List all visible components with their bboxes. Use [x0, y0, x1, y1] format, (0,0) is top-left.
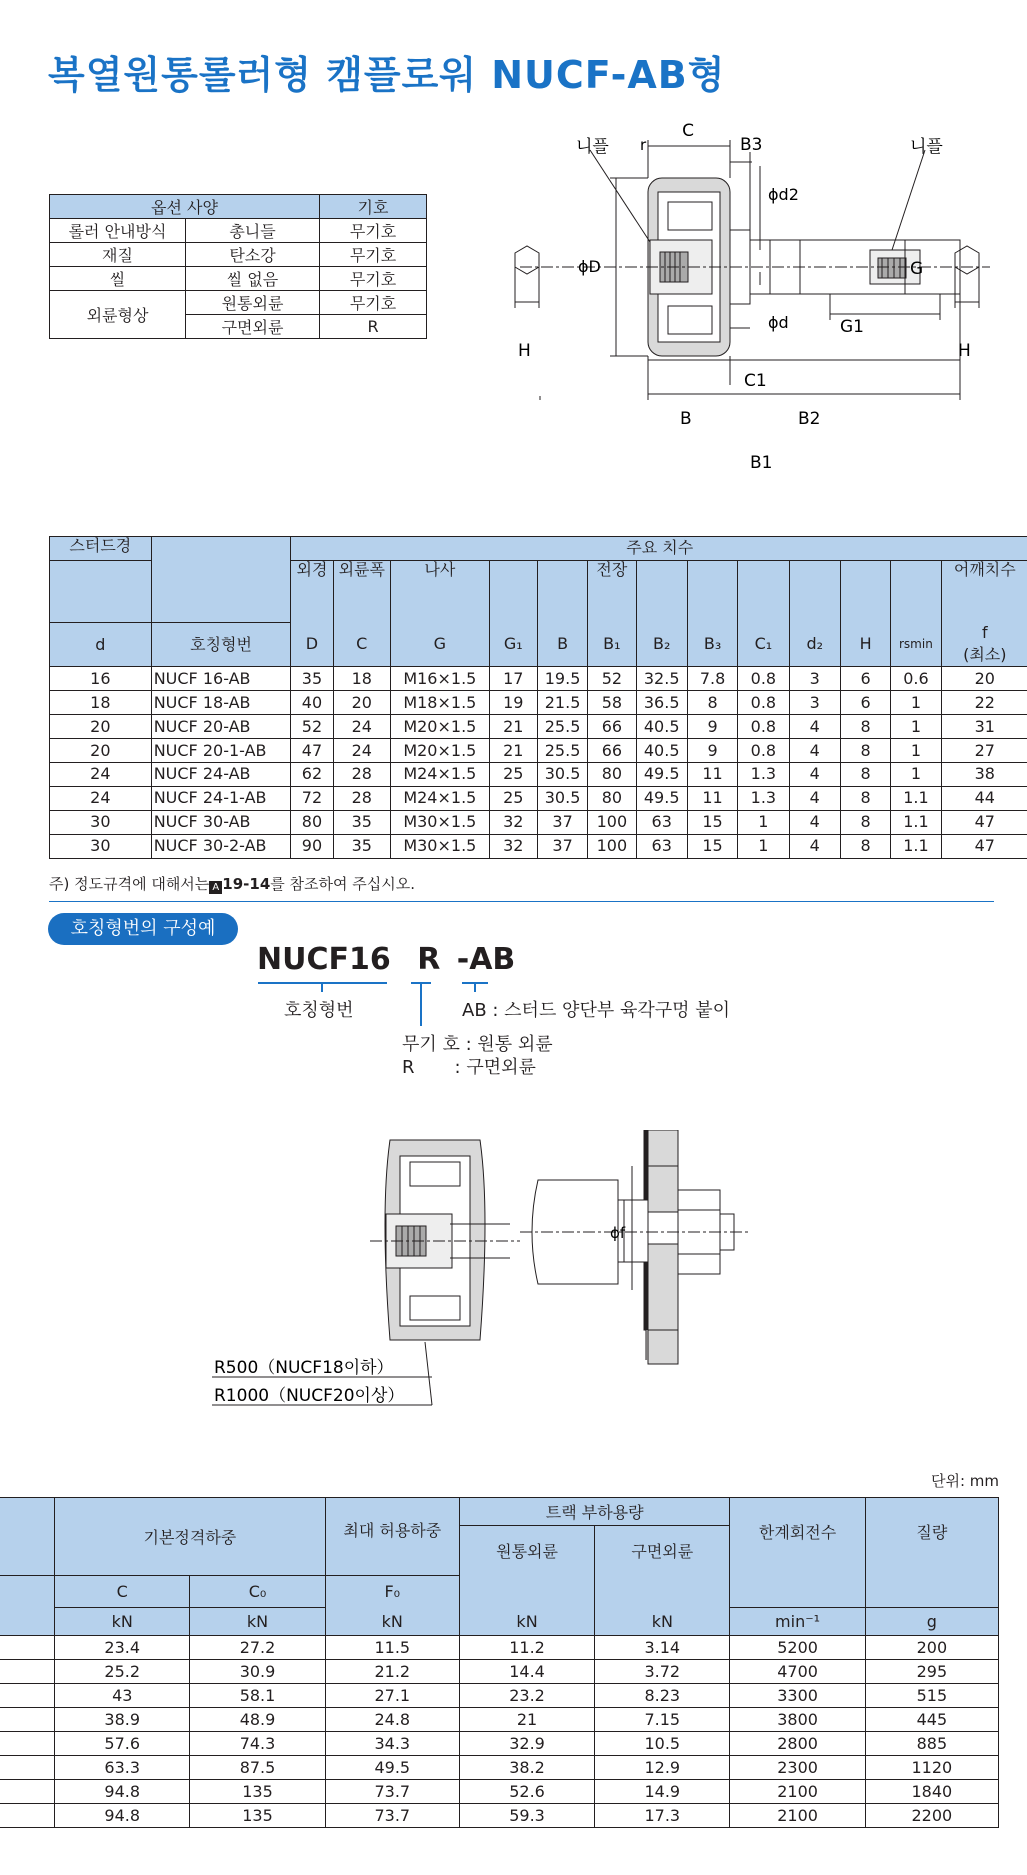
table-cell: 8	[840, 739, 890, 763]
table-cell: 63	[636, 810, 687, 834]
table-cell: 25.5	[537, 715, 587, 739]
table-cell: 2300	[730, 1756, 865, 1780]
table-row	[50, 715, 1027, 739]
table-cell: 18	[333, 667, 391, 691]
table-cell: 1	[891, 715, 941, 739]
unit-kN: kN	[595, 1608, 730, 1636]
table-cell: 21.2	[325, 1660, 459, 1684]
option-name: 재질	[50, 243, 186, 267]
precision-note: 주) 정도규격에 대해서는 A 19-14를 참조하여 주십시오.	[49, 875, 415, 893]
dim-B: B	[680, 409, 692, 429]
page-title: 복열원통롤러형 캠플로워 NUCF-AB형	[48, 53, 726, 97]
table-cell	[0, 1660, 55, 1684]
table-cell: 30.9	[190, 1660, 325, 1684]
table-cell: 87.5	[190, 1756, 325, 1780]
table-cell: 1	[891, 691, 941, 715]
sym-f: f (최소)	[941, 622, 1027, 667]
table-cell: 25	[489, 786, 537, 810]
table-cell: 19.5	[537, 667, 587, 691]
table-cell: 40.5	[636, 739, 687, 763]
table-cell: 20	[50, 715, 152, 739]
table-cell: 24	[333, 715, 391, 739]
table-cell: 100	[588, 810, 636, 834]
table-cell: 49.5	[325, 1756, 459, 1780]
table-cell: 24	[333, 739, 391, 763]
table-row	[0, 1732, 999, 1756]
table-cell: 48.9	[190, 1708, 325, 1732]
table-cell: NUCF 30-AB	[151, 810, 291, 834]
table-row	[0, 1804, 999, 1828]
table-cell: 28	[333, 786, 391, 810]
table-cell: M24×1.5	[391, 762, 490, 786]
table-cell: 30.5	[537, 786, 587, 810]
table-cell: 7.15	[595, 1708, 730, 1732]
outer-ring-shape-drawing	[200, 1130, 860, 1410]
table-cell: 2800	[730, 1732, 865, 1756]
table-cell: 515	[865, 1684, 998, 1708]
label-none: 무기 호 : 원통 외륜	[402, 1034, 553, 1055]
table-cell: 47	[941, 834, 1027, 858]
table-cell: 10.5	[595, 1732, 730, 1756]
sym-G1: G₁	[489, 622, 537, 667]
table-cell: 66	[588, 739, 636, 763]
table-cell: 52	[588, 667, 636, 691]
table-cell: 63.3	[55, 1756, 190, 1780]
table-cell: 0.8	[738, 739, 789, 763]
header-track-capacity: 트랙 부하용량	[459, 1498, 730, 1526]
table-cell: 135	[190, 1780, 325, 1804]
table-row	[0, 1636, 999, 1660]
table-cell: 20	[941, 667, 1027, 691]
table-cell: 11.5	[325, 1636, 459, 1660]
table-cell: 2200	[865, 1804, 998, 1828]
table-cell: 18	[50, 691, 152, 715]
table-cell: 2100	[730, 1780, 865, 1804]
table-cell: 62	[291, 762, 333, 786]
table-cell: 4	[789, 715, 840, 739]
table-cell: 30	[50, 810, 152, 834]
sym-B1: B₁	[588, 622, 636, 667]
table-row	[50, 691, 1027, 715]
table-cell: 21	[489, 739, 537, 763]
table-cell: 66	[588, 715, 636, 739]
table-cell: 30	[50, 834, 152, 858]
header-speed-limit: 한계회전수	[730, 1498, 865, 1608]
table-row	[50, 762, 1027, 786]
table-cell: 4	[789, 762, 840, 786]
table-cell: 9	[687, 739, 737, 763]
table-cell: 11	[687, 762, 737, 786]
header-mass: 질량	[865, 1498, 998, 1608]
table-cell: 8	[840, 715, 890, 739]
table-cell: 4	[789, 810, 840, 834]
table-cell: 3.72	[595, 1660, 730, 1684]
table-cell: 3300	[730, 1684, 865, 1708]
table-cell: 57.6	[55, 1732, 190, 1756]
dim-d2: ϕd2	[768, 185, 799, 204]
table-cell: 80	[588, 786, 636, 810]
dim-B3: B3	[740, 135, 763, 155]
table-cell: 27	[941, 739, 1027, 763]
table-cell: 52.6	[459, 1780, 594, 1804]
table-cell: 90	[291, 834, 333, 858]
dim-C1: C1	[744, 371, 767, 391]
table-cell: 27.1	[325, 1684, 459, 1708]
table-cell: 49.5	[636, 786, 687, 810]
table-cell: 6	[840, 667, 890, 691]
table-cell: 1	[891, 739, 941, 763]
r500-label: R500（NUCF18이하）	[214, 1358, 394, 1378]
option-code: 무기호	[320, 219, 427, 243]
table-cell: 1	[738, 834, 789, 858]
table-cell: 14.9	[595, 1780, 730, 1804]
table-cell: 37	[537, 810, 587, 834]
table-row	[0, 1660, 999, 1684]
sym-F0: F₀	[325, 1576, 459, 1608]
table-cell: 44	[941, 786, 1027, 810]
table-row	[50, 834, 1027, 858]
table-cell: 49.5	[636, 762, 687, 786]
table-row	[0, 1708, 999, 1732]
option-value: 탄소강	[186, 243, 320, 267]
table-cell: 8	[840, 834, 890, 858]
sym-B3: B₃	[687, 622, 737, 667]
table-cell: NUCF 20-1-AB	[151, 739, 291, 763]
table-cell: 21	[459, 1708, 594, 1732]
table-cell: 8.23	[595, 1684, 730, 1708]
unit-kN: kN	[190, 1608, 325, 1636]
table-cell: 4700	[730, 1660, 865, 1684]
table-cell	[0, 1780, 55, 1804]
cam-follower-dimension-drawing	[500, 110, 1000, 485]
table-cell: 35	[333, 834, 391, 858]
table-cell: 17	[489, 667, 537, 691]
table-cell: NUCF 30-2-AB	[151, 834, 291, 858]
dim-H-left: H	[518, 341, 531, 361]
table-cell: 12.9	[595, 1756, 730, 1780]
table-cell: 15	[687, 834, 737, 858]
sym-d: d	[50, 622, 152, 667]
table-cell: 34.3	[325, 1732, 459, 1756]
table-cell: 8	[687, 691, 737, 715]
dim-D: ϕD	[578, 257, 601, 276]
load-rows	[0, 1636, 999, 1828]
unit-speed: min⁻¹	[730, 1608, 865, 1636]
table-row	[50, 786, 1027, 810]
table-cell: 94.8	[55, 1804, 190, 1828]
dimension-rows	[50, 667, 1027, 858]
unit-kN: kN	[459, 1608, 594, 1636]
table-cell: 28	[333, 762, 391, 786]
table-cell: NUCF 20-AB	[151, 715, 291, 739]
table-cell: 47	[291, 739, 333, 763]
table-cell: 72	[291, 786, 333, 810]
table-cell: 16	[50, 667, 152, 691]
table-cell: 8	[840, 786, 890, 810]
code-header: 기호	[320, 195, 427, 219]
table-cell: 8	[840, 762, 890, 786]
table-cell: 43	[55, 1684, 190, 1708]
table-cell: 52	[291, 715, 333, 739]
table-cell	[0, 1684, 55, 1708]
table-cell: 3	[789, 691, 840, 715]
table-row	[50, 810, 1027, 834]
table-cell: 1.1	[891, 834, 941, 858]
table-cell: 40	[291, 691, 333, 715]
table-cell: 1120	[865, 1756, 998, 1780]
dim-f: ϕf	[610, 1224, 626, 1242]
table-cell: 32	[489, 834, 537, 858]
nipple-left-label: 니플	[576, 137, 609, 157]
label-ab: AB : 스터드 양단부 육각구멍 붙이	[462, 1000, 730, 1021]
option-value: 총니들	[186, 219, 320, 243]
table-cell: 3	[789, 667, 840, 691]
sub-header-f: 어깨치수	[941, 560, 1027, 622]
option-code: 무기호	[320, 243, 427, 267]
table-cell: 135	[190, 1804, 325, 1828]
table-cell: 22	[941, 691, 1027, 715]
table-cell: 73.7	[325, 1804, 459, 1828]
dimension-table	[49, 536, 1027, 859]
sym-C0: C₀	[190, 1576, 325, 1608]
table-row	[0, 1780, 999, 1804]
load-table	[0, 1497, 999, 1828]
table-cell: 4	[789, 739, 840, 763]
table-cell: 74.3	[190, 1732, 325, 1756]
table-cell: 11.2	[459, 1636, 594, 1660]
table-cell: 1	[738, 810, 789, 834]
table-cell	[0, 1756, 55, 1780]
example-code: NUCF16 R -AB	[257, 942, 516, 977]
table-cell	[0, 1708, 55, 1732]
table-cell: 38.2	[459, 1756, 594, 1780]
table-cell: 20	[333, 691, 391, 715]
table-cell: 21	[489, 715, 537, 739]
table-cell: 23.2	[459, 1684, 594, 1708]
option-value: 씰 없음	[186, 267, 320, 291]
section-divider	[49, 901, 994, 902]
table-cell: 32.9	[459, 1732, 594, 1756]
table-cell: 25.5	[537, 739, 587, 763]
option-code: 무기호	[320, 291, 427, 315]
table-cell: 445	[865, 1708, 998, 1732]
table-cell: 6	[840, 691, 890, 715]
table-cell: 32	[489, 810, 537, 834]
table-cell: NUCF 16-AB	[151, 667, 291, 691]
label-r: R : 구면외륜	[402, 1057, 536, 1078]
table-cell: 1.3	[738, 786, 789, 810]
table-cell: 38.9	[55, 1708, 190, 1732]
label-model: 호칭형번	[284, 1000, 354, 1021]
table-cell: 1.1	[891, 786, 941, 810]
table-cell: 59.3	[459, 1804, 594, 1828]
table-cell: M20×1.5	[391, 715, 490, 739]
table-cell	[0, 1732, 55, 1756]
table-cell: NUCF 18-AB	[151, 691, 291, 715]
dim-G: G	[910, 259, 924, 279]
table-cell: M18×1.5	[391, 691, 490, 715]
table-cell: 200	[865, 1636, 998, 1660]
table-cell: 4	[789, 834, 840, 858]
table-cell: 4	[789, 786, 840, 810]
table-cell: 24	[50, 786, 152, 810]
option-name: 씰	[50, 267, 186, 291]
sym-H: H	[840, 622, 890, 667]
option-value: 원통외륜	[186, 291, 320, 315]
table-cell: 24.8	[325, 1708, 459, 1732]
option-table	[49, 194, 427, 339]
sym-D: D	[291, 622, 333, 667]
table-cell: 80	[291, 810, 333, 834]
table-row	[0, 1756, 999, 1780]
table-cell: 295	[865, 1660, 998, 1684]
table-cell: 35	[333, 810, 391, 834]
table-cell: 2100	[730, 1804, 865, 1828]
r1000-label: R1000（NUCF20이상）	[214, 1386, 405, 1406]
sub-header-C: 외륜폭	[333, 560, 391, 622]
table-row	[50, 739, 1027, 763]
table-cell: 35	[291, 667, 333, 691]
example-pill: 호칭형번의 구성예	[48, 913, 238, 945]
sym-d2: d₂	[789, 622, 840, 667]
header-spherical: 구면외륜	[595, 1526, 730, 1576]
option-header: 옵션 사양	[50, 195, 320, 219]
table-cell: 25.2	[55, 1660, 190, 1684]
table-cell: 15	[687, 810, 737, 834]
option-name: 외륜형상	[50, 291, 186, 339]
option-code: R	[320, 315, 427, 339]
table-cell: 37	[537, 834, 587, 858]
table-cell: 1	[891, 762, 941, 786]
dim-B1: B1	[750, 453, 773, 473]
sym-C: C	[333, 622, 391, 667]
table-cell	[0, 1804, 55, 1828]
dim-C: C	[682, 121, 694, 141]
table-cell: 38	[941, 762, 1027, 786]
option-value: 구면외륜	[186, 315, 320, 339]
table-cell: 27.2	[190, 1636, 325, 1660]
header-static-load: 기본정격하중	[55, 1498, 326, 1576]
table-cell: 20	[50, 739, 152, 763]
unit-kN: kN	[55, 1608, 190, 1636]
table-cell: 9	[687, 715, 737, 739]
table-cell: 40.5	[636, 715, 687, 739]
sym-C-load: C	[55, 1576, 190, 1608]
table-cell: 23.4	[55, 1636, 190, 1660]
option-code: 무기호	[320, 267, 427, 291]
table-cell: 1840	[865, 1780, 998, 1804]
table-cell: 58.1	[190, 1684, 325, 1708]
table-cell: 3800	[730, 1708, 865, 1732]
nipple-right-label: 니플	[910, 137, 943, 157]
table-cell: 0.8	[738, 691, 789, 715]
table-cell: 885	[865, 1732, 998, 1756]
main-dim-header: 주요 치수	[291, 537, 1027, 561]
dim-G1: G1	[840, 317, 864, 337]
sym-rsmin: rsmin	[891, 622, 941, 667]
sym-G: G	[391, 622, 490, 667]
unit-kN: kN	[325, 1608, 459, 1636]
book-ref-icon: A	[209, 881, 222, 894]
table-cell: 19	[489, 691, 537, 715]
table-cell: 24	[50, 762, 152, 786]
table-cell: 31	[941, 715, 1027, 739]
table-cell: 100	[588, 834, 636, 858]
table-cell: 0.8	[738, 715, 789, 739]
table-cell	[0, 1636, 55, 1660]
table-cell: 7.8	[687, 667, 737, 691]
table-cell: 0.8	[738, 667, 789, 691]
dim-d: ϕd	[768, 313, 789, 332]
stud-header: 스터드경	[50, 537, 152, 561]
table-cell: 25	[489, 762, 537, 786]
table-cell: 30.5	[537, 762, 587, 786]
table-cell: 94.8	[55, 1780, 190, 1804]
table-cell: 80	[588, 762, 636, 786]
dim-r: r	[640, 136, 647, 154]
table-cell: 14.4	[459, 1660, 594, 1684]
sub-header-B1: 전장	[588, 560, 636, 622]
table-row	[50, 667, 1027, 691]
table-row	[0, 1684, 999, 1708]
table-cell: 1.3	[738, 762, 789, 786]
table-cell: 1.1	[891, 810, 941, 834]
table-cell: 47	[941, 810, 1027, 834]
table-cell: 63	[636, 834, 687, 858]
sym-B2: B₂	[636, 622, 687, 667]
table-cell: NUCF 24-AB	[151, 762, 291, 786]
table-cell: M20×1.5	[391, 739, 490, 763]
table-cell: 17.3	[595, 1804, 730, 1828]
table-cell: M30×1.5	[391, 810, 490, 834]
table-cell: 32.5	[636, 667, 687, 691]
table-cell: 0.6	[891, 667, 941, 691]
unit-label: 단위: mm	[930, 1472, 999, 1490]
table-cell: M24×1.5	[391, 786, 490, 810]
table-cell: 5200	[730, 1636, 865, 1660]
sym-C1: C₁	[738, 622, 789, 667]
table-cell: 21.5	[537, 691, 587, 715]
sym-B: B	[537, 622, 587, 667]
header-max-load: 최대 허용하중	[325, 1498, 459, 1576]
table-cell: NUCF 24-1-AB	[151, 786, 291, 810]
sub-header-G: 나사	[391, 560, 490, 622]
table-cell: 3.14	[595, 1636, 730, 1660]
table-cell: M30×1.5	[391, 834, 490, 858]
table-cell: 73.7	[325, 1780, 459, 1804]
unit-g: g	[865, 1608, 998, 1636]
header-cylindrical: 원통외륜	[459, 1526, 594, 1576]
table-cell: 36.5	[636, 691, 687, 715]
dim-H-right: H	[958, 341, 971, 361]
table-cell: 58	[588, 691, 636, 715]
table-cell: 8	[840, 810, 890, 834]
table-cell: M16×1.5	[391, 667, 490, 691]
option-name: 롤러 안내방식	[50, 219, 186, 243]
sub-header-D: 외경	[291, 560, 333, 622]
table-cell: 11	[687, 786, 737, 810]
sym-model: 호칭형번	[151, 622, 291, 667]
dim-B2: B2	[798, 409, 821, 429]
